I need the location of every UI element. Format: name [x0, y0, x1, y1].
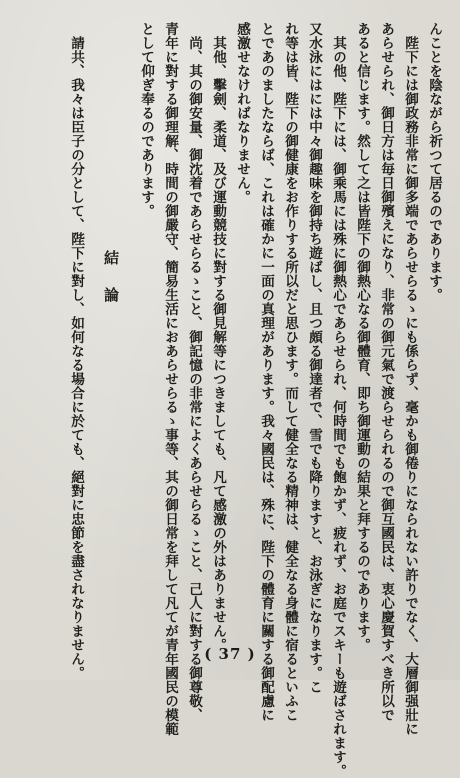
- body-line: とであのましたならば、これは確かに一面の真理があります。我々國民は、殊に、陛下の體育に關する御配慮に: [258, 22, 274, 722]
- body-line: あると信じます。然して之は皆陛下の御熱心なる御體育、即ち御運動の結果と拜するのであります。: [354, 22, 370, 652]
- conclusion-line: 請共、我々は臣子の分として、陛下に對し、如何なる場合に於ても、絕對に忠節を盡されなりません。: [68, 22, 84, 680]
- page-number: ( 37 ): [204, 645, 256, 663]
- section-heading: 結論: [102, 250, 120, 324]
- section-gap: [126, 22, 134, 622]
- body-line: 尚、其の御安量、御沈着であらせらるゝこと、御記憶の非常によくあらせらるゝこと、己人に對する御尊敬、: [186, 22, 202, 722]
- body-line: 青年に對する御理解、時間の御嚴守、簡易生活におあらせらるゝ事等、其の御日常を拜して凡てが青年國民の模範: [162, 22, 178, 736]
- body-line: んことを陰ながら祈つて居るのであります。: [426, 22, 442, 302]
- body-line: れ等は皆、陛下の御健康をお作りする所以だと思ひます。而して健全なる精神は、健全なる身體に宿るといふこ: [282, 22, 298, 722]
- body-line: 陛下には御政務非常に御多端であらせらるゝにも係らず、毫かも御倦りになられない許りでなく、大層御强壯に: [402, 22, 418, 736]
- body-line: 其他、擊劍、柔道、及び運動競技に對する御見解等につきましても、凡て感激の外はありません。: [210, 22, 226, 652]
- section-gap: [88, 22, 96, 622]
- body-line: 又水泳にはには中々御趣味を御持ち遊ばし、且つ頗る御達者で、雪でも降りますと、お泳ぎになります。こ: [306, 22, 322, 694]
- body-line: として仰ぎ奉るのであります。: [138, 22, 154, 218]
- body-line: 感激せなければなりません。: [234, 22, 250, 204]
- body-line: あらせられ、御日方は毎日御殯えになり、非常の御元氣で渡らせられるので御互國民は、衷心慶賀すべき所以で: [378, 22, 394, 722]
- body-line: 其の他、陛下には、御乘馬には殊に御熱心であらせられ、何時間でも飽かず、疲れず、お庭でスキーも遊ばされます。: [330, 22, 346, 778]
